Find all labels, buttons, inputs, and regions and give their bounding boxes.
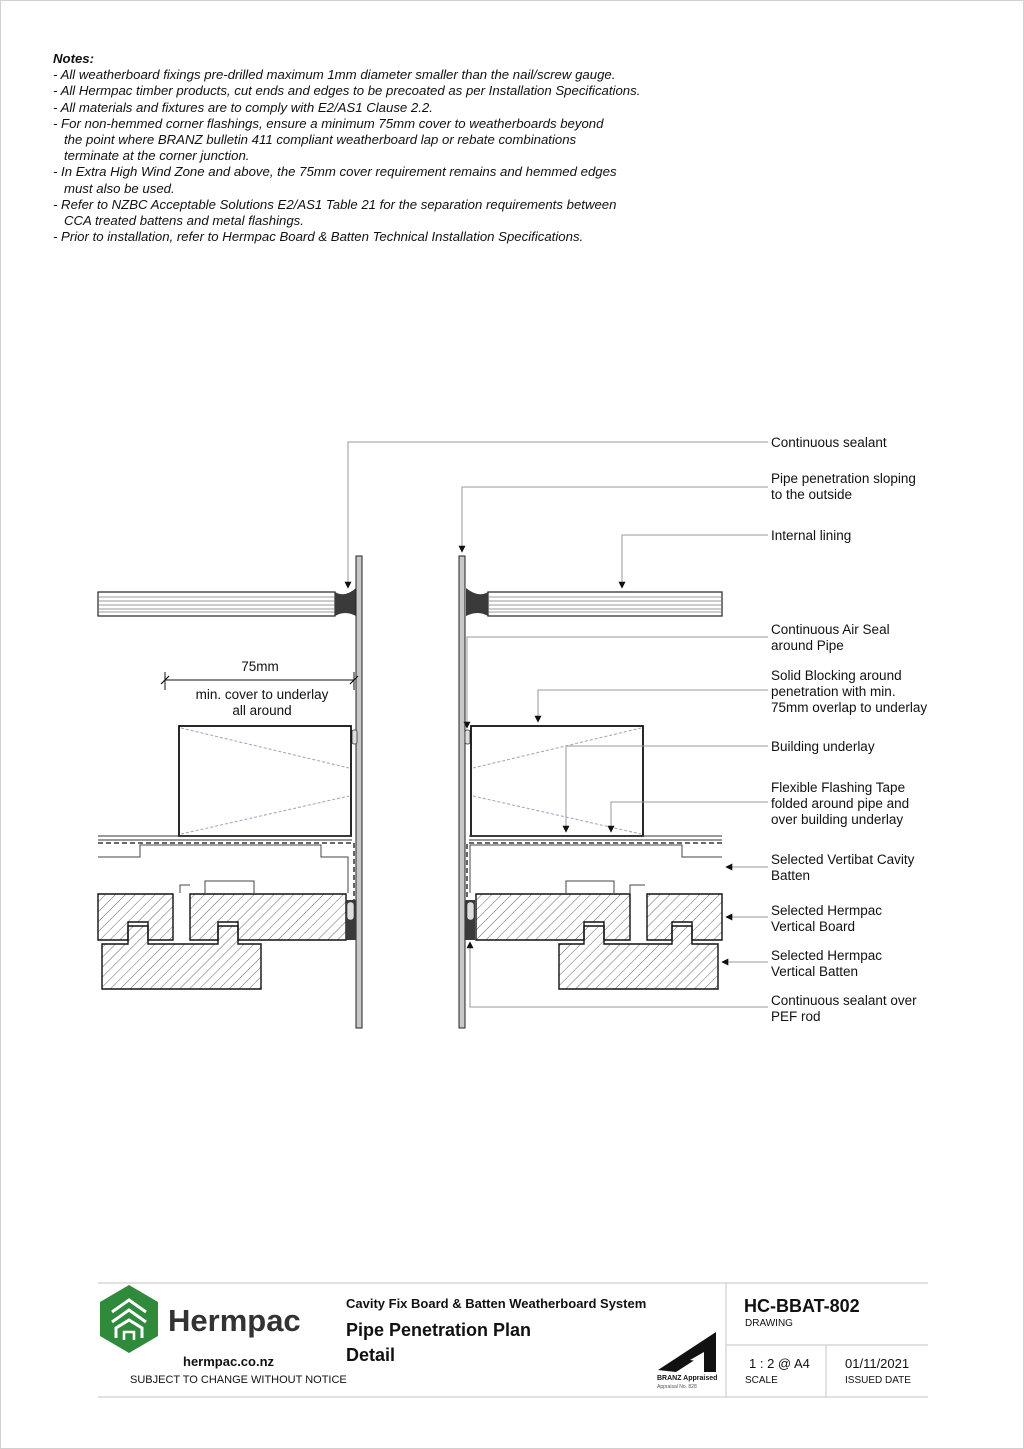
lining-sealant-left — [335, 588, 356, 616]
label-flashing-tape: folded around pipe and — [771, 796, 910, 811]
cavity-batten-right — [470, 845, 722, 893]
note-line: - For non-hemmed corner flashings, ensure a minimum 75mm cover to weatherboards beyond — [53, 115, 604, 131]
dimension-caption: all around — [232, 703, 292, 718]
pipe-wall-left — [356, 556, 362, 1028]
pipe-wall-right — [459, 556, 465, 1028]
batten-clip-left — [180, 881, 254, 893]
label-flashing-tape: over building underlay — [771, 812, 904, 827]
solid-blocking-right — [471, 726, 643, 836]
lining-sealant-right — [466, 588, 488, 616]
label-cavity-batten: Batten — [771, 868, 811, 883]
note-line: the point where BRANZ bulletin 411 compliant weatherboard lap or rebate combinations — [53, 132, 577, 148]
pef-rod-left — [347, 902, 354, 920]
air-seal-right — [465, 730, 470, 744]
label-vertical-board: Vertical Board — [771, 919, 856, 934]
internal-lining-left — [98, 592, 335, 616]
label-air-seal: around Pipe — [771, 638, 844, 653]
batten-clip-right — [566, 881, 645, 893]
label-air-seal: Continuous Air Seal — [771, 622, 890, 637]
dimension-caption: min. cover to underlay — [195, 687, 329, 702]
scale-value: 1 : 2 @ A4 — [749, 1356, 810, 1371]
note-line: - All Hermpac timber products, cut ends and edges to be precoated as per Installation Specifications. — [53, 83, 641, 99]
note-line: - In Extra High Wind Zone and above, the 75mm cover requirement remains and hemmed edges — [53, 164, 617, 180]
brand-name: Hermpac — [168, 1303, 301, 1338]
branz-caption: BRANZ Appraised — [657, 1375, 718, 1382]
label-pipe-sloping: Pipe penetration sloping — [771, 471, 916, 486]
label-vertical-batten: Vertical Batten — [771, 964, 859, 979]
notes-title: Notes: — [53, 51, 95, 66]
solid-blocking-left — [179, 726, 351, 836]
label-sealant-pef: Continuous sealant over — [771, 993, 917, 1008]
label-building-underlay: Building underlay — [771, 739, 875, 754]
cavity-batten-left — [98, 845, 348, 893]
note-line: - Refer to NZBC Acceptable Solutions E2/AS1 Table 21 for the separation requirements between — [53, 196, 617, 212]
label-vertical-board: Selected Hermpac — [771, 903, 883, 918]
issued-date: 01/11/2021 — [845, 1356, 910, 1371]
drawing-title: Pipe Penetration Plan — [346, 1320, 532, 1340]
label-solid-blocking: penetration with min. — [771, 684, 896, 699]
scale-caption: SCALE — [745, 1375, 778, 1386]
hermpac-logo-icon — [100, 1285, 158, 1353]
label-continuous-sealant: Continuous sealant — [771, 435, 887, 450]
label-vertical-batten: Selected Hermpac — [771, 948, 883, 963]
drawing-number: HC-BBAT-802 — [744, 1296, 860, 1316]
air-seal-left — [352, 730, 357, 744]
label-sealant-pef: PEF rod — [771, 1009, 821, 1024]
drawing-caption: DRAWING — [745, 1318, 793, 1329]
branz-appraisal-no: Appraisal No. 828 — [657, 1384, 697, 1390]
drawing-title: Detail — [346, 1345, 396, 1365]
note-line: terminate at the corner junction. — [53, 148, 250, 164]
note-line: - All materials and fixtures are to comply with E2/AS1 Clause 2.2. — [53, 99, 433, 115]
system-name: Cavity Fix Board & Batten Weatherboard System — [346, 1296, 647, 1311]
dimension-value: 75mm — [241, 659, 279, 674]
note-line: CCA treated battens and metal flashings. — [53, 213, 304, 229]
note-line: - Prior to installation, refer to Hermpac Board & Batten Technical Installation Specifications. — [53, 229, 584, 245]
issued-date-caption: ISSUED DATE — [845, 1375, 911, 1386]
pef-rod-right — [467, 902, 474, 920]
label-solid-blocking: Solid Blocking around — [771, 668, 902, 683]
internal-lining-right — [488, 592, 722, 616]
brand-website: hermpac.co.nz — [183, 1354, 275, 1369]
label-solid-blocking: 75mm overlap to underlay — [771, 700, 928, 715]
branz-appraised-icon — [658, 1332, 716, 1372]
note-line: - All weatherboard fixings pre-drilled maximum 1mm diameter smaller than the nail/screw gauge. — [53, 67, 616, 83]
label-flashing-tape: Flexible Flashing Tape — [771, 780, 906, 795]
label-pipe-sloping: to the outside — [771, 487, 853, 502]
label-cavity-batten: Selected Vertibat Cavity — [771, 852, 915, 867]
disclaimer: SUBJECT TO CHANGE WITHOUT NOTICE — [130, 1374, 347, 1386]
note-line: must also be used. — [53, 180, 175, 196]
label-internal-lining: Internal lining — [771, 528, 852, 543]
